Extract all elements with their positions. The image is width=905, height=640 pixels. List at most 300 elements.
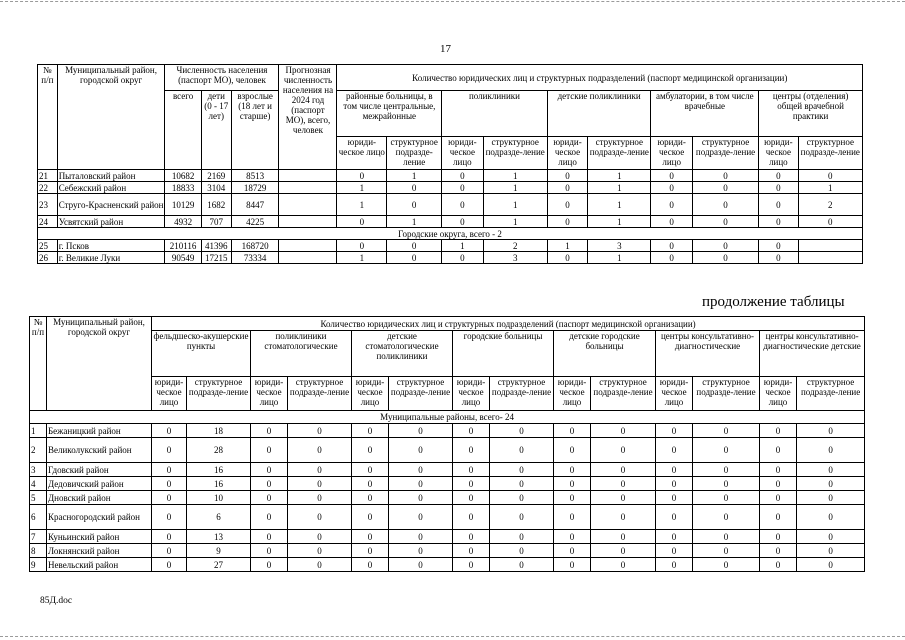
row-number: 8 [30, 544, 47, 558]
subheader-structural-unit: структурное подразде-ление [591, 377, 656, 411]
value-cell: 0 [656, 558, 693, 572]
group-header: детские стоматологические поликлиники [352, 331, 453, 377]
value-cell: 0 [797, 558, 865, 572]
value-cell: 0 [692, 240, 758, 252]
value-cell: 0 [442, 216, 483, 228]
value-cell: 0 [656, 530, 693, 544]
cell-total: 4932 [165, 216, 201, 228]
value-cell: 1 [588, 252, 651, 264]
value-cell: 1 [588, 182, 651, 194]
table-row [30, 505, 865, 530]
value-cell: 0 [760, 530, 797, 544]
value-cell: 0 [288, 477, 352, 491]
value-cell: 0 [591, 558, 656, 572]
value-cell: 1 [442, 240, 483, 252]
value-cell: 0 [453, 491, 490, 505]
value-cell: 0 [554, 491, 591, 505]
value-cell: 0 [389, 558, 453, 572]
value-cell: 0 [352, 491, 389, 505]
group-header: районные больницы, в том числе центральные, межрайонные [337, 91, 442, 137]
value-cell: 0 [554, 463, 591, 477]
value-cell: 0 [693, 491, 760, 505]
value-cell: 0 [656, 477, 693, 491]
col-header-number: № п/п [38, 65, 58, 170]
value-cell: 1 [483, 194, 547, 216]
value-cell: 0 [759, 216, 798, 228]
subheader-legal-entity: юриди-ческое лицо [442, 137, 483, 170]
table-row [38, 182, 863, 194]
value-cell: 1 [588, 194, 651, 216]
value-cell: 0 [251, 558, 288, 572]
value-cell: 0 [387, 252, 442, 264]
value-cell: 0 [656, 438, 693, 463]
value-cell: 0 [759, 252, 798, 264]
row-number: 6 [30, 505, 47, 530]
value-cell: 0 [760, 491, 797, 505]
value-cell: 0 [554, 424, 591, 438]
value-cell: 0 [693, 544, 760, 558]
value-cell: 0 [152, 424, 187, 438]
district-name: Струго-Красненский район [57, 194, 165, 216]
subheader-legal-entity: юриди-ческое лицо [554, 377, 591, 411]
value-cell: 0 [797, 477, 865, 491]
cell-forecast [279, 240, 337, 252]
value-cell: 0 [490, 438, 554, 463]
value-cell: 0 [288, 438, 352, 463]
value-cell: 0 [490, 530, 554, 544]
value-cell: 0 [453, 505, 490, 530]
value-cell: 27 [187, 558, 251, 572]
cell-forecast [279, 170, 337, 182]
value-cell: 18 [187, 424, 251, 438]
value-cell: 0 [352, 544, 389, 558]
row-number: 26 [38, 252, 58, 264]
value-cell: 0 [453, 424, 490, 438]
facilities-table [29, 316, 865, 572]
cell-adults: 4225 [231, 216, 279, 228]
value-cell: 0 [692, 194, 758, 216]
cell-total: 90549 [165, 252, 201, 264]
value-cell: 0 [759, 182, 798, 194]
cell-adults: 168720 [231, 240, 279, 252]
value-cell: 0 [554, 530, 591, 544]
value-cell: 0 [152, 438, 187, 463]
subheader-legal-entity: юриди-ческое лицо [251, 377, 288, 411]
table-row [38, 216, 863, 228]
value-cell: 0 [387, 194, 442, 216]
col-header-population: Численность населения (паспорт МО), человек [165, 65, 279, 91]
value-cell: 0 [651, 182, 692, 194]
value-cell: 0 [490, 544, 554, 558]
value-cell: 0 [797, 491, 865, 505]
value-cell: 0 [693, 438, 760, 463]
value-cell: 1 [337, 252, 387, 264]
continuation-label: продолжение таблицы [702, 294, 845, 310]
district-name: Бежаницкий район [47, 424, 152, 438]
value-cell: 0 [152, 505, 187, 530]
value-cell: 0 [760, 477, 797, 491]
group-header: центры консультативно-диагностические [656, 331, 760, 377]
value-cell: 0 [387, 182, 442, 194]
value-cell: 0 [547, 194, 587, 216]
value-cell: 0 [797, 530, 865, 544]
cell-forecast [279, 194, 337, 216]
value-cell: 0 [656, 424, 693, 438]
value-cell: 0 [490, 477, 554, 491]
value-cell: 0 [352, 438, 389, 463]
district-name: Локнянский район [47, 544, 152, 558]
value-cell: 0 [251, 463, 288, 477]
value-cell: 0 [251, 477, 288, 491]
cell-forecast [279, 252, 337, 264]
value-cell: 0 [591, 544, 656, 558]
value-cell: 0 [760, 544, 797, 558]
value-cell: 0 [337, 240, 387, 252]
value-cell: 0 [251, 530, 288, 544]
col-header-district: Муниципальный район, городской округ [47, 317, 152, 411]
population-table [37, 64, 863, 264]
row-number: 23 [38, 194, 58, 216]
col-header-forecast: Прогнозная численность населения на 2024 год (паспорт МО), всего, человек [279, 65, 337, 170]
value-cell: 0 [759, 170, 798, 182]
value-cell: 3 [588, 240, 651, 252]
value-cell: 0 [288, 544, 352, 558]
value-cell: 0 [389, 505, 453, 530]
value-cell: 1 [337, 182, 387, 194]
section-title: Городские округа, всего - 2 [38, 228, 863, 240]
cell-total: 210116 [165, 240, 201, 252]
table-row [30, 424, 865, 438]
value-cell: 0 [442, 170, 483, 182]
cell-children: 3104 [201, 182, 231, 194]
district-name: г. Великие Луки [57, 252, 165, 264]
value-cell [798, 240, 862, 252]
value-cell: 0 [797, 505, 865, 530]
district-name: Гдовский район [47, 463, 152, 477]
value-cell: 0 [389, 491, 453, 505]
value-cell: 0 [547, 182, 587, 194]
value-cell: 0 [152, 491, 187, 505]
value-cell: 0 [591, 530, 656, 544]
value-cell: 1 [547, 240, 587, 252]
value-cell: 9 [187, 544, 251, 558]
value-cell: 0 [453, 558, 490, 572]
subheader-structural-unit: структурное подразде-ление [693, 377, 760, 411]
value-cell: 0 [337, 216, 387, 228]
table-row [38, 240, 863, 252]
value-cell: 0 [693, 463, 760, 477]
value-cell: 0 [389, 438, 453, 463]
group-header: центры (отделения) общей врачебной практики [759, 91, 863, 137]
value-cell: 0 [251, 424, 288, 438]
group-header: детские городские больницы [554, 331, 656, 377]
value-cell: 0 [591, 438, 656, 463]
cell-forecast [279, 216, 337, 228]
value-cell: 0 [288, 505, 352, 530]
file-name: 85Д.doc [40, 596, 73, 606]
value-cell: 1 [483, 170, 547, 182]
value-cell: 0 [152, 544, 187, 558]
district-name: Себежский район [57, 182, 165, 194]
row-number: 1 [30, 424, 47, 438]
row-number: 3 [30, 463, 47, 477]
subheader-legal-entity: юриди-ческое лицо [453, 377, 490, 411]
table-row [38, 194, 863, 216]
value-cell: 0 [760, 463, 797, 477]
value-cell: 0 [387, 240, 442, 252]
subheader-legal-entity: юриди-ческое лицо [547, 137, 587, 170]
subheader-legal-entity: юриди-ческое лицо [152, 377, 187, 411]
value-cell: 0 [651, 170, 692, 182]
cell-children: 707 [201, 216, 231, 228]
value-cell: 0 [692, 170, 758, 182]
value-cell: 6 [187, 505, 251, 530]
value-cell: 0 [656, 491, 693, 505]
subheader-structural-unit: структурное подразде-ление [490, 377, 554, 411]
value-cell: 0 [693, 477, 760, 491]
subheader-structural-unit: структурное подразде-ление [483, 137, 547, 170]
value-cell: 0 [251, 505, 288, 530]
subheader-structural-unit: структурное подразде-ление [798, 137, 862, 170]
value-cell: 0 [288, 558, 352, 572]
value-cell: 0 [693, 558, 760, 572]
value-cell: 0 [389, 544, 453, 558]
cell-forecast [279, 182, 337, 194]
col-header-total: всего [165, 91, 201, 170]
value-cell: 0 [797, 424, 865, 438]
value-cell: 0 [352, 530, 389, 544]
value-cell: 16 [187, 463, 251, 477]
value-cell: 1 [588, 216, 651, 228]
col-header-count: Количество юридических лиц и структурных подразделений (паспорт медицинской организации) [337, 65, 863, 91]
subheader-structural-unit: структурное подразде-ление [692, 137, 758, 170]
table-row [30, 463, 865, 477]
value-cell: 1 [483, 216, 547, 228]
value-cell: 0 [554, 505, 591, 530]
value-cell: 2 [798, 194, 862, 216]
value-cell: 0 [152, 530, 187, 544]
value-cell: 0 [352, 477, 389, 491]
page-bottom-edge [0, 636, 905, 637]
col-header-count: Количество юридических лиц и структурных подразделений (паспорт медицинской организации) [152, 317, 865, 331]
value-cell: 0 [389, 463, 453, 477]
cell-total: 10129 [165, 194, 201, 216]
subheader-legal-entity: юриди-ческое лицо [760, 377, 797, 411]
subheader-structural-unit: структурное подразде-ление [588, 137, 651, 170]
value-cell: 0 [453, 463, 490, 477]
value-cell: 0 [352, 558, 389, 572]
value-cell: 0 [651, 216, 692, 228]
row-number: 4 [30, 477, 47, 491]
value-cell: 2 [483, 240, 547, 252]
district-name: Дедовичский район [47, 477, 152, 491]
value-cell: 1 [798, 182, 862, 194]
cell-children: 1682 [201, 194, 231, 216]
value-cell: 0 [656, 505, 693, 530]
row-number: 24 [38, 216, 58, 228]
group-header: поликлиники [442, 91, 548, 137]
district-name: Пыталовский район [57, 170, 165, 182]
cell-children: 2169 [201, 170, 231, 182]
district-name: Великолукский район [47, 438, 152, 463]
col-header-adults: взрослые (18 лет и старше) [231, 91, 279, 170]
value-cell: 0 [251, 438, 288, 463]
value-cell: 1 [387, 170, 442, 182]
district-name: Куньинский район [47, 530, 152, 544]
value-cell: 0 [490, 424, 554, 438]
subheader-structural-unit: структурное подразде-ление [288, 377, 352, 411]
value-cell: 0 [152, 558, 187, 572]
value-cell: 0 [591, 463, 656, 477]
value-cell: 0 [442, 194, 483, 216]
value-cell: 0 [490, 558, 554, 572]
value-cell: 0 [554, 558, 591, 572]
value-cell: 0 [760, 505, 797, 530]
value-cell: 28 [187, 438, 251, 463]
value-cell: 0 [656, 463, 693, 477]
table-row [38, 170, 863, 182]
group-header: фельдшеско-акушерские пункты [152, 331, 251, 377]
value-cell: 0 [797, 544, 865, 558]
value-cell: 0 [651, 240, 692, 252]
value-cell: 3 [483, 252, 547, 264]
value-cell: 0 [251, 491, 288, 505]
value-cell: 0 [251, 544, 288, 558]
value-cell: 0 [352, 463, 389, 477]
value-cell: 0 [490, 505, 554, 530]
cell-total: 18833 [165, 182, 201, 194]
value-cell: 0 [389, 424, 453, 438]
row-number: 22 [38, 182, 58, 194]
value-cell: 0 [651, 194, 692, 216]
cell-adults: 18729 [231, 182, 279, 194]
cell-children: 17215 [201, 252, 231, 264]
group-header: детские поликлиники [547, 91, 651, 137]
value-cell: 0 [288, 491, 352, 505]
subheader-legal-entity: юриди-ческое лицо [352, 377, 389, 411]
value-cell: 0 [453, 544, 490, 558]
value-cell: 0 [442, 182, 483, 194]
section-row [30, 411, 865, 424]
group-header: поликлиники стоматологические [251, 331, 352, 377]
value-cell: 0 [693, 424, 760, 438]
value-cell: 0 [352, 424, 389, 438]
district-name: Красногородский район [47, 505, 152, 530]
table-row [38, 252, 863, 264]
value-cell: 0 [591, 477, 656, 491]
table-row [30, 558, 865, 572]
table-row [30, 491, 865, 505]
value-cell: 0 [591, 505, 656, 530]
row-number: 9 [30, 558, 47, 572]
cell-adults: 8513 [231, 170, 279, 182]
row-number: 7 [30, 530, 47, 544]
cell-total: 10682 [165, 170, 201, 182]
value-cell: 0 [554, 438, 591, 463]
group-header: центры консультативно-диагностические детские [760, 331, 865, 377]
value-cell: 0 [152, 477, 187, 491]
section-title: Муниципальные районы, всего- 24 [30, 411, 865, 424]
value-cell: 0 [490, 491, 554, 505]
value-cell: 0 [591, 491, 656, 505]
value-cell: 1 [387, 216, 442, 228]
page-number: 17 [440, 43, 451, 55]
cell-adults: 73334 [231, 252, 279, 264]
value-cell: 0 [759, 240, 798, 252]
value-cell: 13 [187, 530, 251, 544]
row-number: 21 [38, 170, 58, 182]
value-cell: 0 [797, 463, 865, 477]
value-cell: 0 [352, 505, 389, 530]
col-header-district: Муниципальный район, городской округ [57, 65, 165, 170]
subheader-structural-unit: структурное подразде-ление [387, 137, 442, 170]
value-cell: 0 [656, 544, 693, 558]
subheader-structural-unit: структурное подразде-ление [389, 377, 453, 411]
district-name: Невельский район [47, 558, 152, 572]
col-header-number: № п/п [30, 317, 47, 411]
value-cell: 0 [591, 424, 656, 438]
value-cell: 0 [152, 463, 187, 477]
row-number: 25 [38, 240, 58, 252]
table-row [30, 530, 865, 544]
cell-children: 41396 [201, 240, 231, 252]
value-cell: 0 [288, 530, 352, 544]
district-name: Дновский район [47, 491, 152, 505]
value-cell: 0 [692, 182, 758, 194]
value-cell: 0 [288, 463, 352, 477]
value-cell: 0 [692, 216, 758, 228]
page-top-edge [0, 1, 905, 2]
value-cell: 0 [442, 252, 483, 264]
value-cell: 0 [554, 544, 591, 558]
row-number: 5 [30, 491, 47, 505]
value-cell: 0 [389, 477, 453, 491]
value-cell: 0 [490, 463, 554, 477]
section-row [38, 228, 863, 240]
value-cell: 0 [693, 530, 760, 544]
table-row [30, 544, 865, 558]
value-cell: 1 [483, 182, 547, 194]
district-name: Усвятский район [57, 216, 165, 228]
col-header-children: дети (0 - 17 лет) [201, 91, 231, 170]
value-cell: 0 [453, 530, 490, 544]
value-cell: 0 [288, 424, 352, 438]
value-cell: 0 [337, 170, 387, 182]
value-cell: 0 [760, 438, 797, 463]
group-header: городские больницы [453, 331, 554, 377]
value-cell: 0 [453, 477, 490, 491]
value-cell: 0 [693, 505, 760, 530]
district-name: г. Псков [57, 240, 165, 252]
subheader-legal-entity: юриди-ческое лицо [651, 137, 692, 170]
value-cell: 10 [187, 491, 251, 505]
subheader-structural-unit: структурное подразде-ление [797, 377, 865, 411]
table-row [30, 477, 865, 491]
value-cell: 0 [547, 170, 587, 182]
value-cell: 0 [798, 216, 862, 228]
value-cell: 16 [187, 477, 251, 491]
value-cell: 0 [547, 216, 587, 228]
value-cell: 0 [651, 252, 692, 264]
value-cell: 0 [798, 170, 862, 182]
value-cell: 0 [547, 252, 587, 264]
value-cell: 0 [692, 252, 758, 264]
table-row [30, 438, 865, 463]
group-header: амбулатории, в том числе врачебные [651, 91, 759, 137]
subheader-legal-entity: юриди-ческое лицо [337, 137, 387, 170]
cell-adults: 8447 [231, 194, 279, 216]
subheader-structural-unit: структурное подразде-ление [187, 377, 251, 411]
